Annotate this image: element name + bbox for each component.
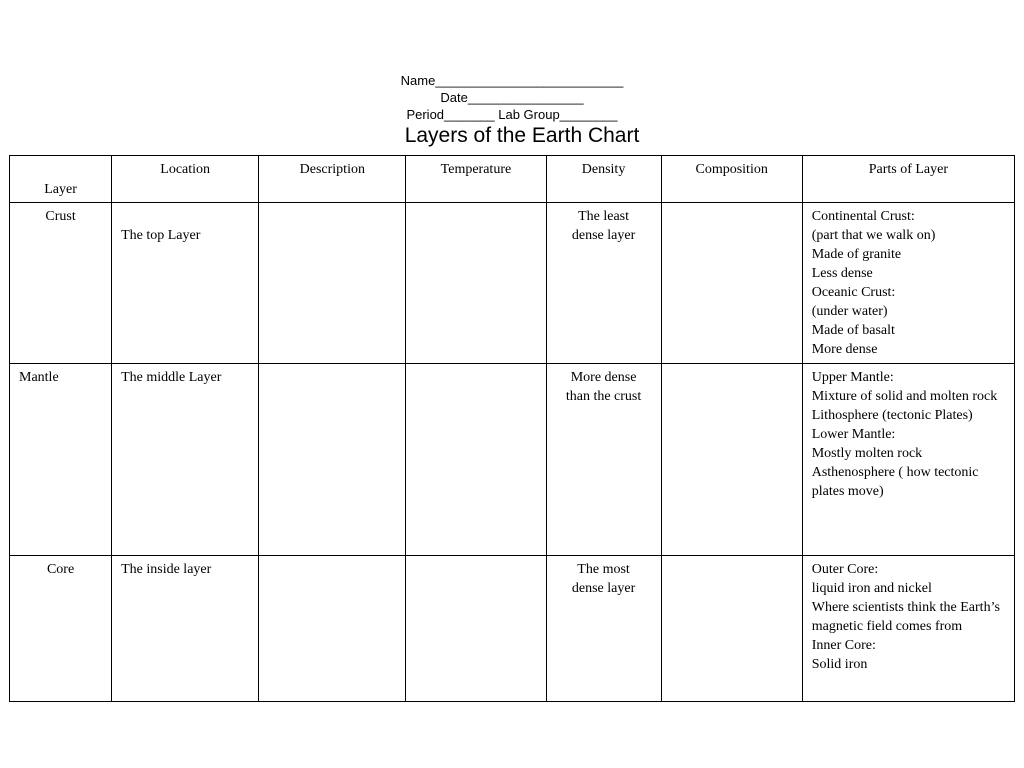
column-header-temperature: Temperature bbox=[406, 156, 546, 203]
layer-cell: Mantle bbox=[10, 364, 112, 556]
parts-cell: Outer Core: liquid iron and nickel Where scientists think the Earth’s magnetic field comes from Inner Core: Solid iron bbox=[802, 556, 1014, 702]
worksheet-header bbox=[0, 72, 1024, 123]
density-cell: The most dense layer bbox=[546, 556, 661, 702]
column-header-composition: Composition bbox=[661, 156, 802, 203]
column-header-location: Location bbox=[112, 156, 259, 203]
table-header-row bbox=[10, 156, 1015, 203]
period-lab-group-line: Period_______ Lab Group________ bbox=[406, 107, 618, 122]
density-cell: The least dense layer bbox=[546, 203, 661, 364]
table-row bbox=[10, 364, 1015, 556]
location-cell: The top Layer bbox=[112, 203, 259, 364]
column-header-parts: Parts of Layer bbox=[802, 156, 1014, 203]
temperature-cell bbox=[406, 364, 546, 556]
page-title: Layers of the Earth Chart bbox=[404, 124, 640, 147]
date-line: Date________________ bbox=[440, 90, 584, 105]
parts-cell: Upper Mantle: Mixture of solid and molten rock Lithosphere (tectonic Plates) Lower Mantle: Mostly molten rock Asthenosphere ( how tectonic plates move) bbox=[802, 364, 1014, 556]
composition-cell bbox=[661, 364, 802, 556]
layer-cell: Crust bbox=[10, 203, 112, 364]
table-row bbox=[10, 203, 1015, 364]
density-cell: More dense than the crust bbox=[546, 364, 661, 556]
description-cell bbox=[259, 364, 406, 556]
location-cell: The middle Layer bbox=[112, 364, 259, 556]
column-header-layer: Layer bbox=[10, 156, 112, 203]
description-cell bbox=[259, 203, 406, 364]
temperature-cell bbox=[406, 203, 546, 364]
location-cell: The inside layer bbox=[112, 556, 259, 702]
layer-cell: Core bbox=[10, 556, 112, 702]
column-header-density: Density bbox=[546, 156, 661, 203]
name-line: Name__________________________ bbox=[400, 73, 624, 88]
table-row bbox=[10, 556, 1015, 702]
temperature-cell bbox=[406, 556, 546, 702]
composition-cell bbox=[661, 203, 802, 364]
description-cell bbox=[259, 556, 406, 702]
column-header-description: Description bbox=[259, 156, 406, 203]
parts-cell: Continental Crust: (part that we walk on) Made of granite Less dense Oceanic Crust: (under water) Made of basalt More dense bbox=[802, 203, 1014, 364]
layers-table bbox=[9, 155, 1015, 702]
composition-cell bbox=[661, 556, 802, 702]
